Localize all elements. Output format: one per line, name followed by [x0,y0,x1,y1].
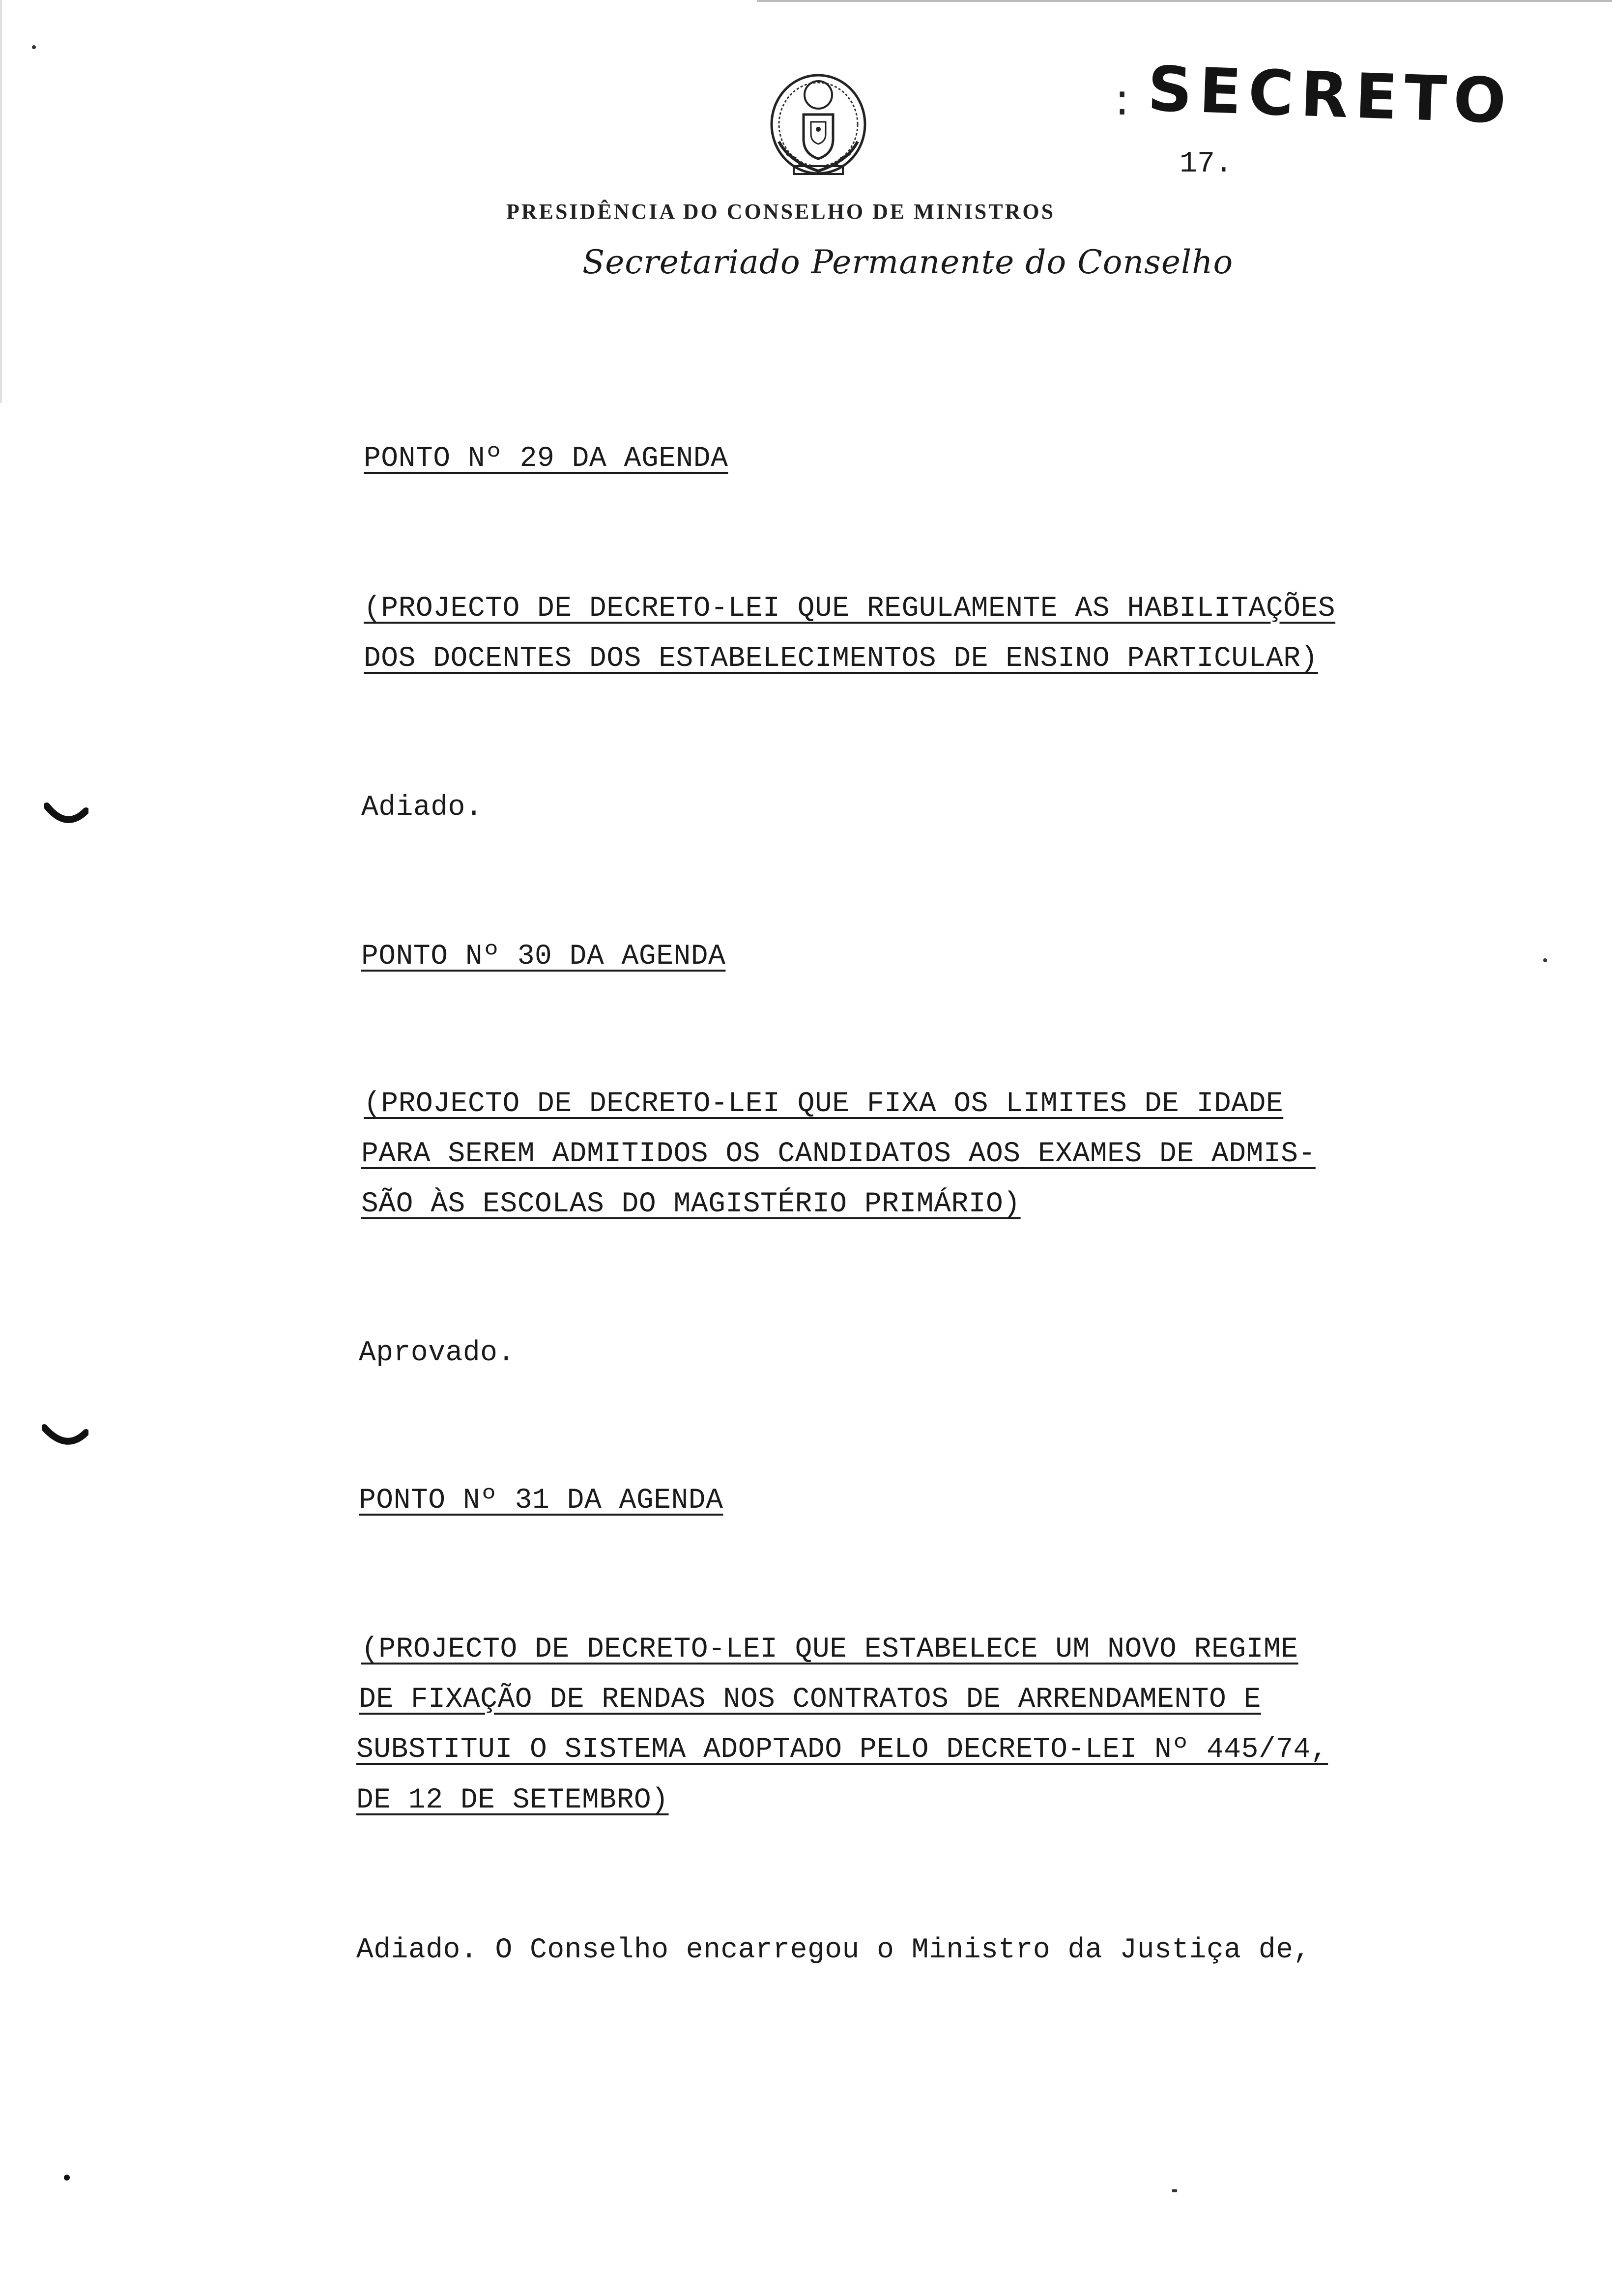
agenda-title-31-line-2: DE FIXAÇÃO DE RENDAS NOS CONTRATOS DE ARRENDAMENTO E [359,1684,1261,1716]
scan-edge-line [0,0,2,403]
agenda-title-30-line-1: (PROJECTO DE DECRETO-LEI QUE FIXA OS LIMITES DE IDADE [364,1088,1284,1120]
agenda-title-29-line-1: (PROJECTO DE DECRETO-LEI QUE REGULAMENTE AS HABILITAÇÕES [364,593,1336,625]
coat-of-arms-icon [764,68,872,181]
punch-mark [44,801,88,831]
scan-edge-line [757,0,1612,2]
page-number: 17. [1180,147,1233,181]
agenda-title-29-line-2: DOS DOCENTES DOS ESTABELECIMENTOS DE ENSINO PARTICULAR) [364,643,1318,675]
scan-dot [1543,958,1547,962]
scan-dot [64,2175,70,2181]
agenda-title-31-line-4: DE 12 DE SETEMBRO) [356,1784,669,1816]
agenda-title-30-line-2: PARA SEREM ADMITIDOS OS CANDIDATOS AOS EXAMES DE ADMIS- [361,1138,1316,1170]
agenda-title-30-line-3: SÃO ÀS ESCOLAS DO MAGISTÉRIO PRIMÁRIO) [361,1188,1021,1220]
agenda-title-31-line-3: SUBSTITUI O SISTEMA ADOPTADO PELO DECRETO-LEI Nº 445/74, [356,1734,1328,1766]
agenda-heading-29: PONTO Nº 29 DA AGENDA [364,443,728,475]
agenda-decision-29: Adiado. [361,792,483,824]
agenda-title-31-line-1: (PROJECTO DE DECRETO-LEI QUE ESTABELECE UM NOVO REGIME [361,1634,1298,1665]
punch-mark [42,1423,88,1452]
agenda-decision-31: Adiado. O Conselho encarregou o Ministro da Justiça de, [356,1934,1311,1966]
institution-name: PRESIDÊNCIA DO CONSELHO DE MINISTROS [506,200,1056,224]
classification-stamp: SECRETO [1146,53,1514,138]
agenda-heading-30: PONTO Nº 30 DA AGENDA [361,941,726,973]
scan-dot [1172,2189,1177,2192]
stamp-colon: : [1115,74,1130,125]
agenda-decision-30: Aprovado. [359,1337,515,1369]
agenda-heading-31: PONTO Nº 31 DA AGENDA [359,1485,723,1517]
scan-dot [32,45,36,49]
department-signature: Secretariado Permanente do Conselho [582,243,1234,281]
